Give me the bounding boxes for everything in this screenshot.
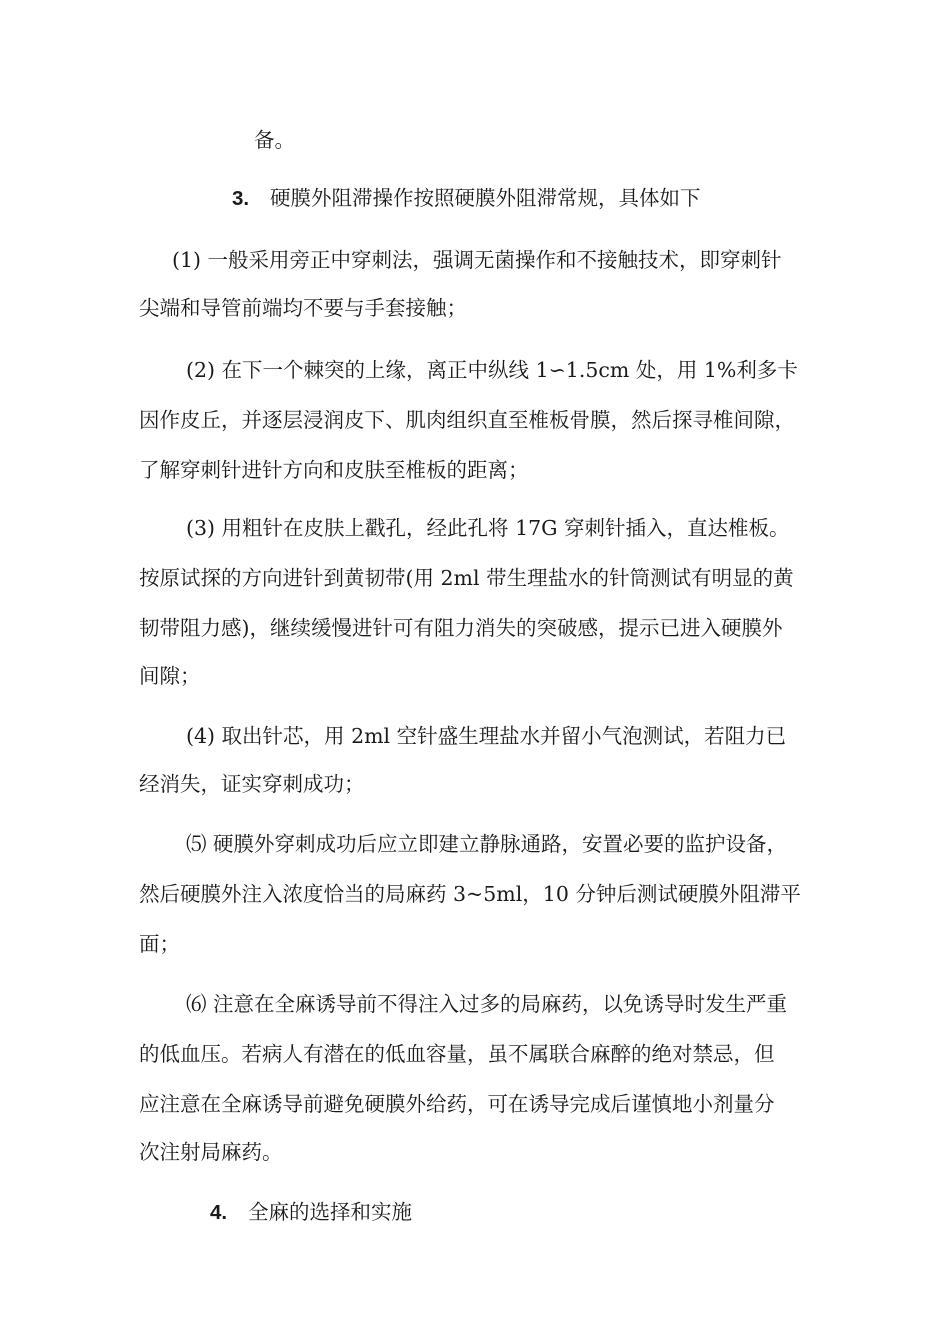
text-line: ⑸ 硬膜外穿刺成功后应立即建立静脉通路，安置必要的监护设备，	[186, 832, 788, 856]
text-line: 的低血压。若病人有潜在的低血容量，虽不属联合麻醉的绝对禁忌，但	[139, 1042, 775, 1066]
text-line: 备。	[254, 128, 295, 152]
text-line: 面；	[139, 932, 180, 956]
text-line: 间隙；	[139, 664, 201, 688]
text-line: 因作皮丘，并逐层浸润皮下、肌肉组织直至椎板骨膜，然后探寻椎间隙，	[139, 408, 795, 432]
text-line: 然后硬膜外注入浓度恰当的局麻药 3~5ml，10 分钟后测试硬膜外阻滞平	[139, 882, 801, 906]
heading-text: 硬膜外阻滞操作按照硬膜外阻滞常规，具体如下	[270, 186, 701, 210]
section-heading-3	[232, 184, 701, 213]
text-line: (2) 在下一个棘突的上缘，离正中纵线 1∽1.5cm 处，用 1%利多卡	[186, 358, 798, 382]
section-heading-4	[210, 1198, 412, 1227]
text-line: 了解穿刺针进针方向和皮肤至椎板的距离；	[139, 458, 529, 482]
text-line: 按原试探的方向进针到黄韧带(用 2ml 带生理盐水的针筒测试有明显的黄	[139, 566, 794, 590]
heading-number: 4.	[210, 1201, 228, 1224]
text-line: (3) 用粗针在皮肤上戳孔，经此孔将 17G 穿刺针插入，直达椎板。	[186, 516, 790, 540]
text-line: 尖端和导管前端均不要与手套接触；	[139, 296, 467, 320]
text-line: 次注射局麻药。	[139, 1140, 283, 1164]
heading-text: 全麻的选择和实施	[248, 1200, 412, 1224]
text-line: 韧带阻力感)，继续缓慢进针可有阻力消失的突破感，提示已进入硬膜外	[139, 616, 783, 640]
text-line: 应注意在全麻诱导前避免硬膜外给药，可在诱导完成后谨慎地小剂量分	[139, 1092, 775, 1116]
text-line: (1) 一般采用旁正中穿刺法，强调无菌操作和不接触技术，即穿刺针	[172, 248, 782, 272]
text-line: (4) 取出针芯，用 2ml 空针盛生理盐水并留小气泡测试，若阻力已	[186, 724, 787, 748]
text-line: 经消失，证实穿刺成功；	[139, 772, 365, 796]
heading-number: 3.	[232, 187, 250, 210]
text-line: ⑹ 注意在全麻诱导前不得注入过多的局麻药，以免诱导时发生严重	[186, 992, 788, 1016]
